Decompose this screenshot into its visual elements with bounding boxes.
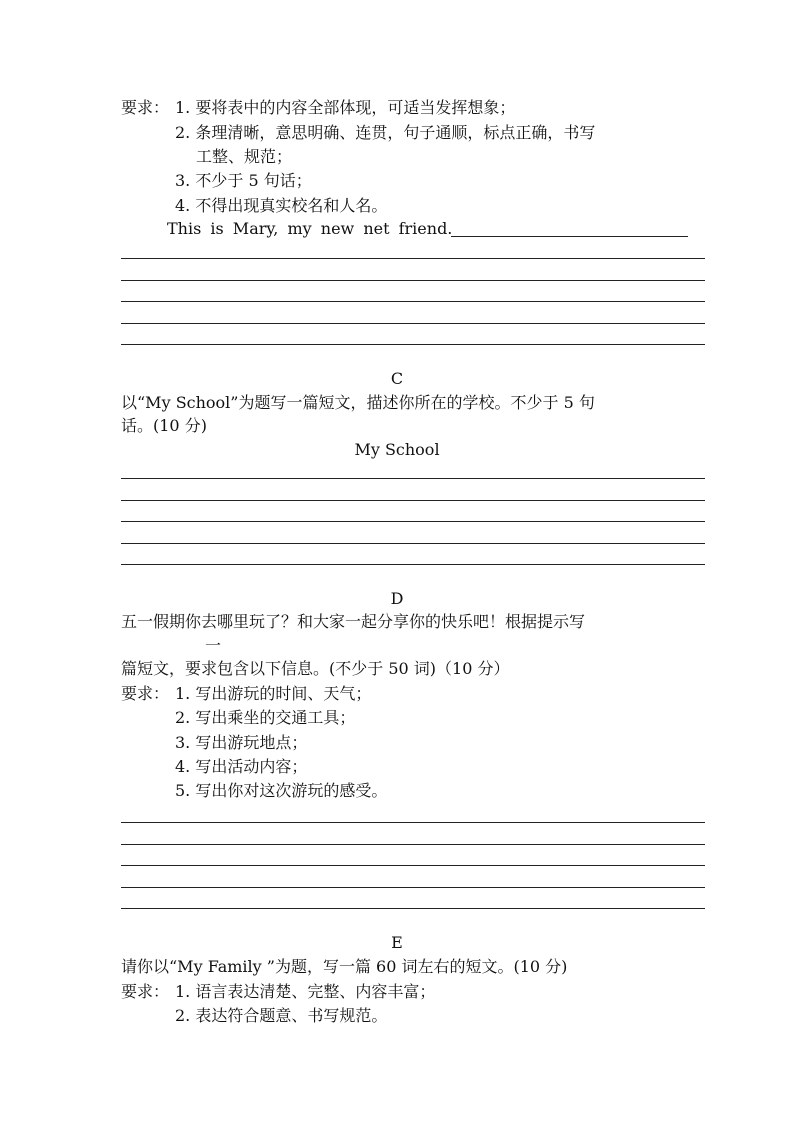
writing-line[interactable] <box>121 280 705 281</box>
requirements-label-d: 要求： <box>121 684 170 703</box>
section-e-prompt: 请你以“My Family ”为题，写一篇 60 词左右的短文。(10 分) <box>121 957 568 976</box>
section-d-prompt: 五一假期你去哪里玩了？和大家一起分享你的快乐吧！根据提示写 <box>121 612 586 631</box>
requirements-label-b: 要求： <box>121 98 170 117</box>
requirements-label-e: 要求： <box>121 982 170 1001</box>
opening-sentence: This is Mary, my new net friend. <box>167 219 453 238</box>
section-letter-d: D <box>390 589 404 608</box>
writing-line[interactable] <box>121 887 705 888</box>
section-c-prompt: 话。(10 分) <box>121 416 207 435</box>
section-letter-c: C <box>390 369 404 388</box>
writing-line[interactable] <box>121 865 705 866</box>
requirement-item: 3. 不少于 5 句话； <box>175 171 312 190</box>
section-c-prompt: 以“My School”为题写一篇短文，描述你所在的学校。不少于 5 句 <box>121 393 595 412</box>
section-d-prompt: 篇短文，要求包含以下信息。(不少于 50 词)（10 分） <box>121 659 510 678</box>
writing-line[interactable] <box>121 344 705 345</box>
requirement-item: 1. 要将表中的内容全部体现，可适当发挥想象； <box>175 98 516 117</box>
writing-line[interactable] <box>121 500 705 501</box>
writing-line[interactable] <box>121 301 705 302</box>
requirement-item-continued: 工整、规范； <box>196 147 293 166</box>
requirement-item: 4. 写出活动内容； <box>175 757 308 776</box>
section-d-prompt-wrap: 一 <box>205 636 222 655</box>
requirement-item: 5. 写出你对这次游玩的感受。 <box>175 781 388 800</box>
writing-line[interactable] <box>121 564 705 565</box>
requirement-item: 3. 写出游玩地点； <box>175 733 308 752</box>
essay-title: My School <box>354 440 440 459</box>
requirement-item: 2. 表达符合题意、书写规范。 <box>175 1006 388 1025</box>
requirement-item: 1. 写出游玩的时间、天气； <box>175 684 372 703</box>
writing-line[interactable] <box>121 844 705 845</box>
writing-line[interactable] <box>121 323 705 324</box>
requirement-item: 1. 语言表达清楚、完整、内容丰富； <box>175 982 436 1001</box>
writing-line[interactable] <box>121 478 705 479</box>
writing-line[interactable] <box>121 543 705 544</box>
section-letter-e: E <box>391 933 403 952</box>
writing-line[interactable] <box>121 908 705 909</box>
writing-line[interactable] <box>121 258 705 259</box>
requirement-item: 4. 不得出现真实校名和人名。 <box>175 196 388 215</box>
requirement-item: 2. 条理清晰，意思明确、连贯，句子通顺，标点正确，书写 <box>175 123 596 142</box>
writing-line[interactable] <box>121 521 705 522</box>
requirement-item: 2. 写出乘坐的交通工具； <box>175 708 356 727</box>
writing-line[interactable] <box>121 822 705 823</box>
answer-blank[interactable] <box>451 236 688 237</box>
